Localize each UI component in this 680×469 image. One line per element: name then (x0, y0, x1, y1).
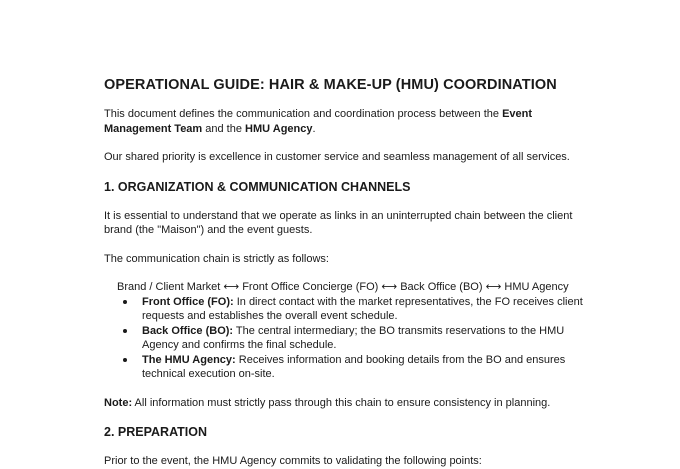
role-list (104, 295, 594, 382)
document-title: OPERATIONAL GUIDE: HAIR & MAKE-UP (HMU) COORDINATION (104, 77, 557, 93)
list-item-back-office (104, 324, 594, 353)
section-2-heading: 2. PREPARATION (104, 425, 208, 439)
list-item-label: Back Office (BO): (142, 324, 234, 337)
section-1-paragraph: It is essential to understand that we operate as links in an uninterrupted chain between the client brand (the "Maison") and the event guests. (104, 209, 573, 236)
note-paragraph (104, 396, 594, 411)
chain-intro-paragraph: The communication chain is strictly as follows: (104, 252, 329, 265)
list-item-text: In direct contact with the market representatives, the FO receives client requests and establishes the overall event schedule. (142, 295, 583, 322)
list-item-label: The HMU Agency: (142, 353, 236, 366)
communication-chain: Brand / Client Market ⟷ Front Office Concierge (FO) ⟷ Back Office (BO) ⟷ HMU Agency (117, 281, 569, 293)
list-item-text: The central intermediary; the BO transmits reservations to the HMU Agency and confirms the final schedule. (142, 324, 565, 351)
priority-paragraph: Our shared priority is excellence in customer service and seamless management of all services. (104, 151, 570, 163)
list-item-hmu-agency (104, 353, 594, 382)
document-body (104, 76, 594, 469)
intro-paragraph (104, 107, 594, 136)
section-2-paragraph: Prior to the event, the HMU Agency commits to validating the following points: (104, 455, 482, 467)
note-label: Note: (104, 396, 133, 409)
intro-bold-event-team: Event Management Team (104, 108, 533, 135)
intro-text: This document defines the communication and coordination process between the (104, 108, 503, 120)
note-text: All information must strictly pass through this chain to ensure consistency in planning. (132, 396, 551, 409)
intro-text: . (312, 122, 316, 135)
list-item-label: Front Office (FO): (142, 295, 234, 308)
intro-bold-hmu-agency: HMU Agency (245, 122, 313, 135)
list-item-text: Receives information and booking details from the BO and ensures technical execution on-site. (142, 353, 566, 380)
list-item-front-office (104, 295, 594, 324)
intro-text: and the (202, 122, 246, 135)
section-1-heading: 1. ORGANIZATION & COMMUNICATION CHANNELS (104, 179, 411, 194)
